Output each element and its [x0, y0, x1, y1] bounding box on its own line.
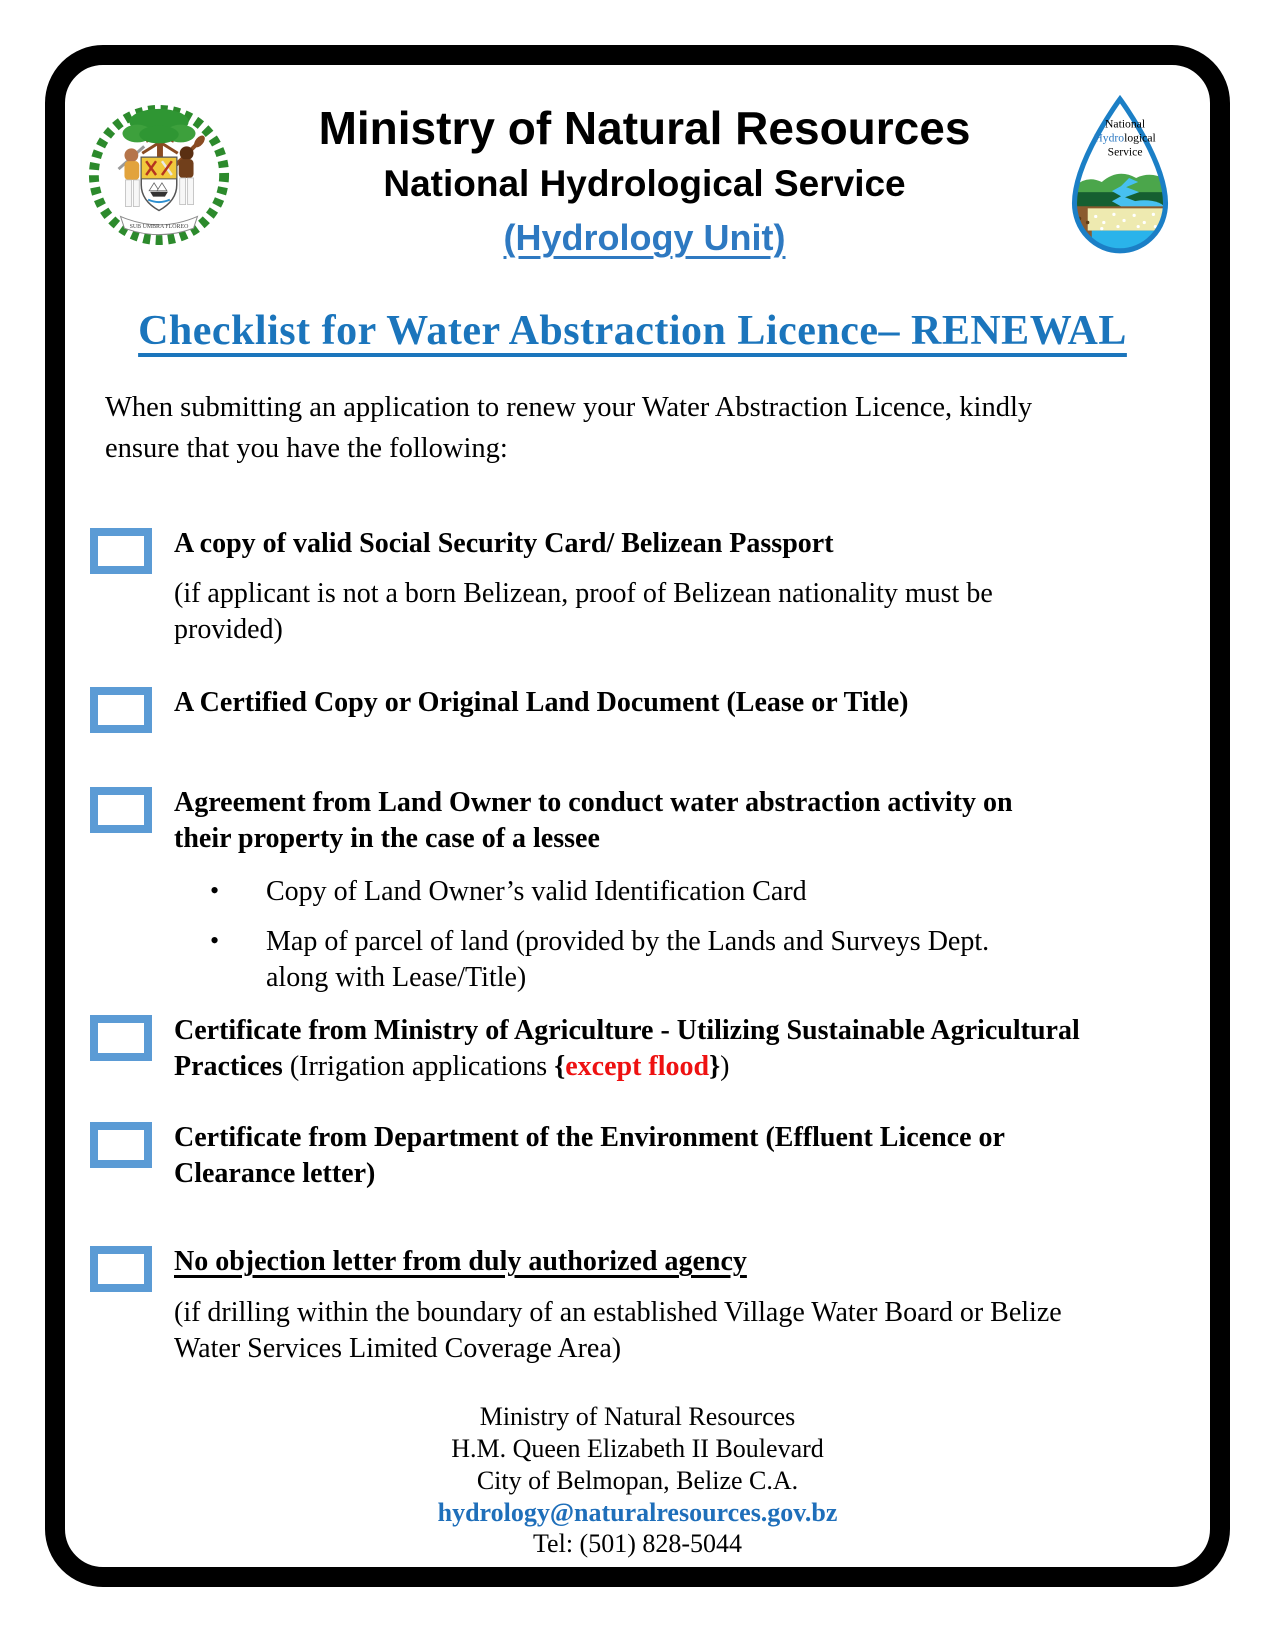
- item-heading: No objection letter from duly authorized agency: [174, 1246, 747, 1278]
- checkbox: [90, 1246, 152, 1292]
- checklist-item-land-document: [65, 685, 1210, 733]
- checkbox: [90, 687, 152, 733]
- checklist-item-agriculture-certificate: [65, 1013, 1210, 1086]
- checkbox: [90, 528, 152, 574]
- drop-logo-text-logical: logical: [1124, 131, 1156, 145]
- checkbox: [90, 1015, 152, 1061]
- checkbox: [90, 787, 152, 833]
- header: [65, 91, 1210, 265]
- sub-bullet-list: [174, 874, 1034, 997]
- footer-street: H.M. Queen Elizabeth II Boulevard: [451, 1434, 824, 1464]
- checklist-item-no-objection-letter: [65, 1244, 1210, 1367]
- item-heading: A Certified Copy or Original Land Document (Lease or Title): [174, 686, 909, 718]
- footer-phone: Tel: (501) 828-5044: [532, 1529, 743, 1559]
- drop-logo-text-hydro: Hydro: [1094, 131, 1125, 145]
- item-heading-red: except flood: [565, 1051, 710, 1083]
- footer-city: City of Belmopan, Belize C.A.: [476, 1465, 799, 1495]
- item-note: (if applicant is not a born Belizean, proof of Belizean nationality must be provided): [174, 578, 993, 646]
- item-heading: Certificate from Department of the Environment (Effluent Licence or Clearance letter): [174, 1121, 1005, 1189]
- drop-logo-text-line1: National: [1105, 117, 1146, 131]
- water-drop-logo-icon: [1056, 91, 1184, 265]
- footer-org: Ministry of Natural Resources: [479, 1402, 796, 1432]
- item-heading-regular: (Irrigation applications: [289, 1051, 555, 1083]
- checklist-item-land-owner-agreement: [65, 785, 1210, 997]
- bullet-text: Copy of Land Owner’s valid Identification Card: [266, 875, 807, 907]
- header-titles: [233, 91, 1056, 259]
- checklist-item-environment-certificate: [65, 1120, 1210, 1193]
- footer-contact-block: [65, 1401, 1210, 1560]
- item-heading-bold: Certificate from Ministry of Agriculture - Utilizing Sustainable Agricultural Practices: [174, 1014, 1080, 1083]
- drop-logo-text-line3: Service: [1107, 145, 1143, 159]
- unit-subtitle: (Hydrology Unit): [503, 216, 786, 258]
- service-title: National Hydrological Service: [383, 162, 906, 204]
- footer-email-link[interactable]: hydrology@naturalresources.gov.bz: [437, 1497, 838, 1527]
- brace-close: }: [709, 1051, 721, 1083]
- list-item: [174, 874, 1034, 910]
- item-heading: Agreement from Land Owner to conduct water abstraction activity on their property in the case of a lessee: [174, 786, 1013, 855]
- page-border-frame: [45, 45, 1230, 1587]
- intro-paragraph: When submitting an application to renew your Water Abstraction Licence, kindly ensure that you have the following:: [105, 392, 1033, 465]
- svg-text:Hydrological: [1094, 132, 1155, 145]
- item-heading: A copy of valid Social Security Card/ Belizean Passport: [174, 527, 834, 559]
- checklist-item-social-security: [65, 526, 1210, 649]
- item-note: (if drilling within the boundary of an established Village Water Board or Belize Water Services Limited Coverage Area): [174, 1296, 1062, 1365]
- paren-close: ): [720, 1051, 730, 1083]
- checkbox: [90, 1122, 152, 1168]
- bullet-icon: •: [210, 875, 220, 905]
- page-title: Checklist for Water Abstraction Licence– RENEWAL: [138, 308, 1127, 354]
- ministry-title: Ministry of Natural Resources: [318, 102, 971, 154]
- bullet-text: Map of parcel of land (provided by the Lands and Surveys Dept. along with Lease/Title): [266, 925, 990, 994]
- belize-coat-of-arms-icon: [85, 91, 233, 255]
- bullet-icon: •: [210, 925, 220, 955]
- list-item: [174, 924, 1034, 997]
- checklist: [65, 526, 1210, 1368]
- brace-open: {: [554, 1051, 566, 1083]
- coat-motto: SUB UMBRA FLOREO: [129, 224, 189, 231]
